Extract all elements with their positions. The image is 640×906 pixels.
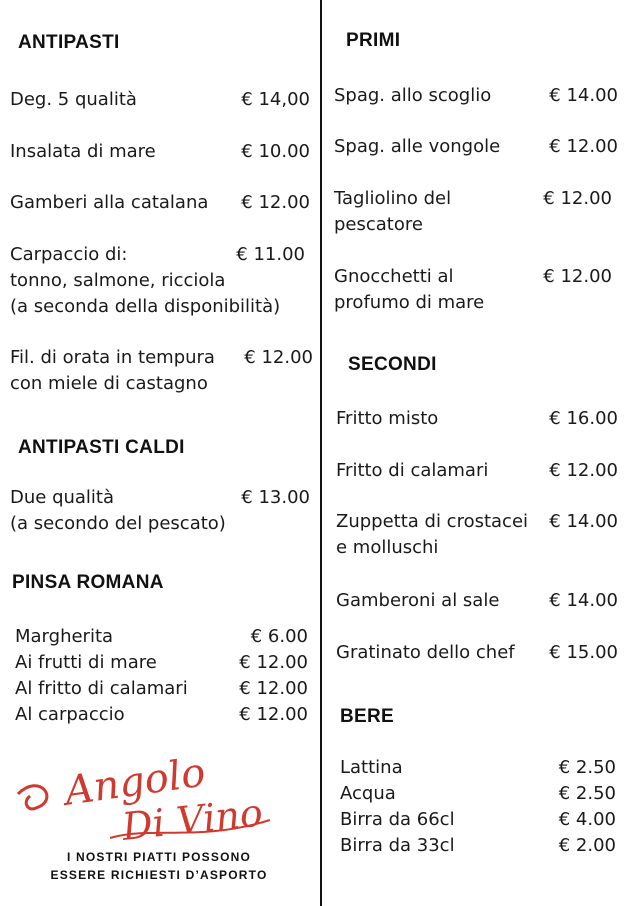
menu-item-name: Acqua <box>340 783 396 804</box>
menu-item-name: Lattina <box>340 757 403 778</box>
menu-item-price: € 2.50 <box>558 757 616 778</box>
section-title-antipasti: ANTIPASTI <box>18 32 120 53</box>
menu-item-price: € 11.00 <box>236 244 305 265</box>
menu-item-price: € 12.00 <box>241 192 310 213</box>
menu-item-name-line: tonno, salmone, ricciola <box>10 270 226 291</box>
menu-item-name-line: con miele di castagno <box>10 373 208 394</box>
menu-item-price: € 6.00 <box>250 626 308 647</box>
menu-item-price: € 12.00 <box>239 678 308 699</box>
menu-item-price: € 15.00 <box>549 642 618 663</box>
menu-item-name-line: Gnocchetti al <box>334 266 454 287</box>
menu-item-price: € 4.00 <box>558 809 616 830</box>
menu-item-name-line: pescatore <box>334 214 423 235</box>
menu-item-price: € 14.00 <box>549 590 618 611</box>
menu-item-name: Gamberoni al sale <box>336 590 500 611</box>
menu-item-name: Fritto misto <box>336 408 439 429</box>
angolo-di-vino-logo <box>0 742 318 852</box>
menu-item-name: Ai frutti di mare <box>15 652 157 673</box>
menu-item-name: Birra da 33cl <box>340 835 455 856</box>
takeaway-notice-line2: ESSERE RICHIESTI D’ASPORTO <box>50 868 268 882</box>
menu-item-name: Fritto di calamari <box>336 460 489 481</box>
section-title-primi: PRIMI <box>346 30 401 51</box>
menu-item-name: Al fritto di calamari <box>15 678 188 699</box>
menu-item-price: € 14.00 <box>549 85 618 106</box>
logo-flourish-icon <box>18 786 47 809</box>
menu-item-name-line: e molluschi <box>336 537 439 558</box>
menu-item-name-line: Due qualità <box>10 487 115 508</box>
takeaway-notice-line1: I NOSTRI PIATTI POSSONO <box>66 850 252 864</box>
menu-item-price: € 12.00 <box>549 136 618 157</box>
menu-item-name-line: Fil. di orata in tempura <box>10 347 215 368</box>
menu-item-price: € 12.00 <box>543 266 612 287</box>
menu-item-name-line: profumo di mare <box>334 292 485 313</box>
menu-item-price: € 16.00 <box>549 408 618 429</box>
menu-item-name: Spag. allo scoglio <box>334 85 492 106</box>
menu-item-name: Insalata di mare <box>10 141 156 162</box>
menu-item-name-line: Carpaccio di: <box>10 244 128 265</box>
menu-item-name-line: (a seconda della disponibilità) <box>10 296 281 317</box>
menu-item-name-line: Zuppetta di crostacei <box>336 511 529 532</box>
logo-text-angolo: Angolo <box>61 749 209 815</box>
menu-item-price: € 12.00 <box>244 347 313 368</box>
menu-item-name: Margherita <box>15 626 114 647</box>
menu-item-price: € 13.00 <box>241 487 310 508</box>
menu-item-price: € 12.00 <box>239 652 308 673</box>
menu-item-price: € 10.00 <box>241 141 310 162</box>
menu-item-price: € 14,00 <box>241 89 310 110</box>
menu-item-name-line: Tagliolino del <box>334 188 452 209</box>
menu-item-price: € 2.50 <box>558 783 616 804</box>
section-title-antipasti-caldi: ANTIPASTI CALDI <box>18 437 185 458</box>
section-title-secondi: SECONDI <box>348 354 437 375</box>
menu-item-name: Spag. alle vongole <box>334 136 501 157</box>
menu-item-price: € 12.00 <box>549 460 618 481</box>
column-divider <box>320 0 322 906</box>
menu-item-name: Al carpaccio <box>15 704 125 725</box>
menu-item-price: € 12.00 <box>543 188 612 209</box>
menu-item-name: Deg. 5 qualità <box>10 89 137 110</box>
menu-item-name-line: (a secondo del pescato) <box>10 513 226 534</box>
menu-item-price: € 2.00 <box>558 835 616 856</box>
section-title-pinsa-romana: PINSA ROMANA <box>12 572 164 593</box>
logo-text-di-vino: Di Vino <box>119 790 265 849</box>
section-title-bere: BERE <box>340 706 394 727</box>
menu-item-price: € 14.00 <box>549 511 618 532</box>
menu-item-name: Birra da 66cl <box>340 809 455 830</box>
menu-item-name: Gamberi alla catalana <box>10 192 209 213</box>
menu-item-price: € 12.00 <box>239 704 308 725</box>
menu-item-name: Gratinato dello chef <box>336 642 515 663</box>
